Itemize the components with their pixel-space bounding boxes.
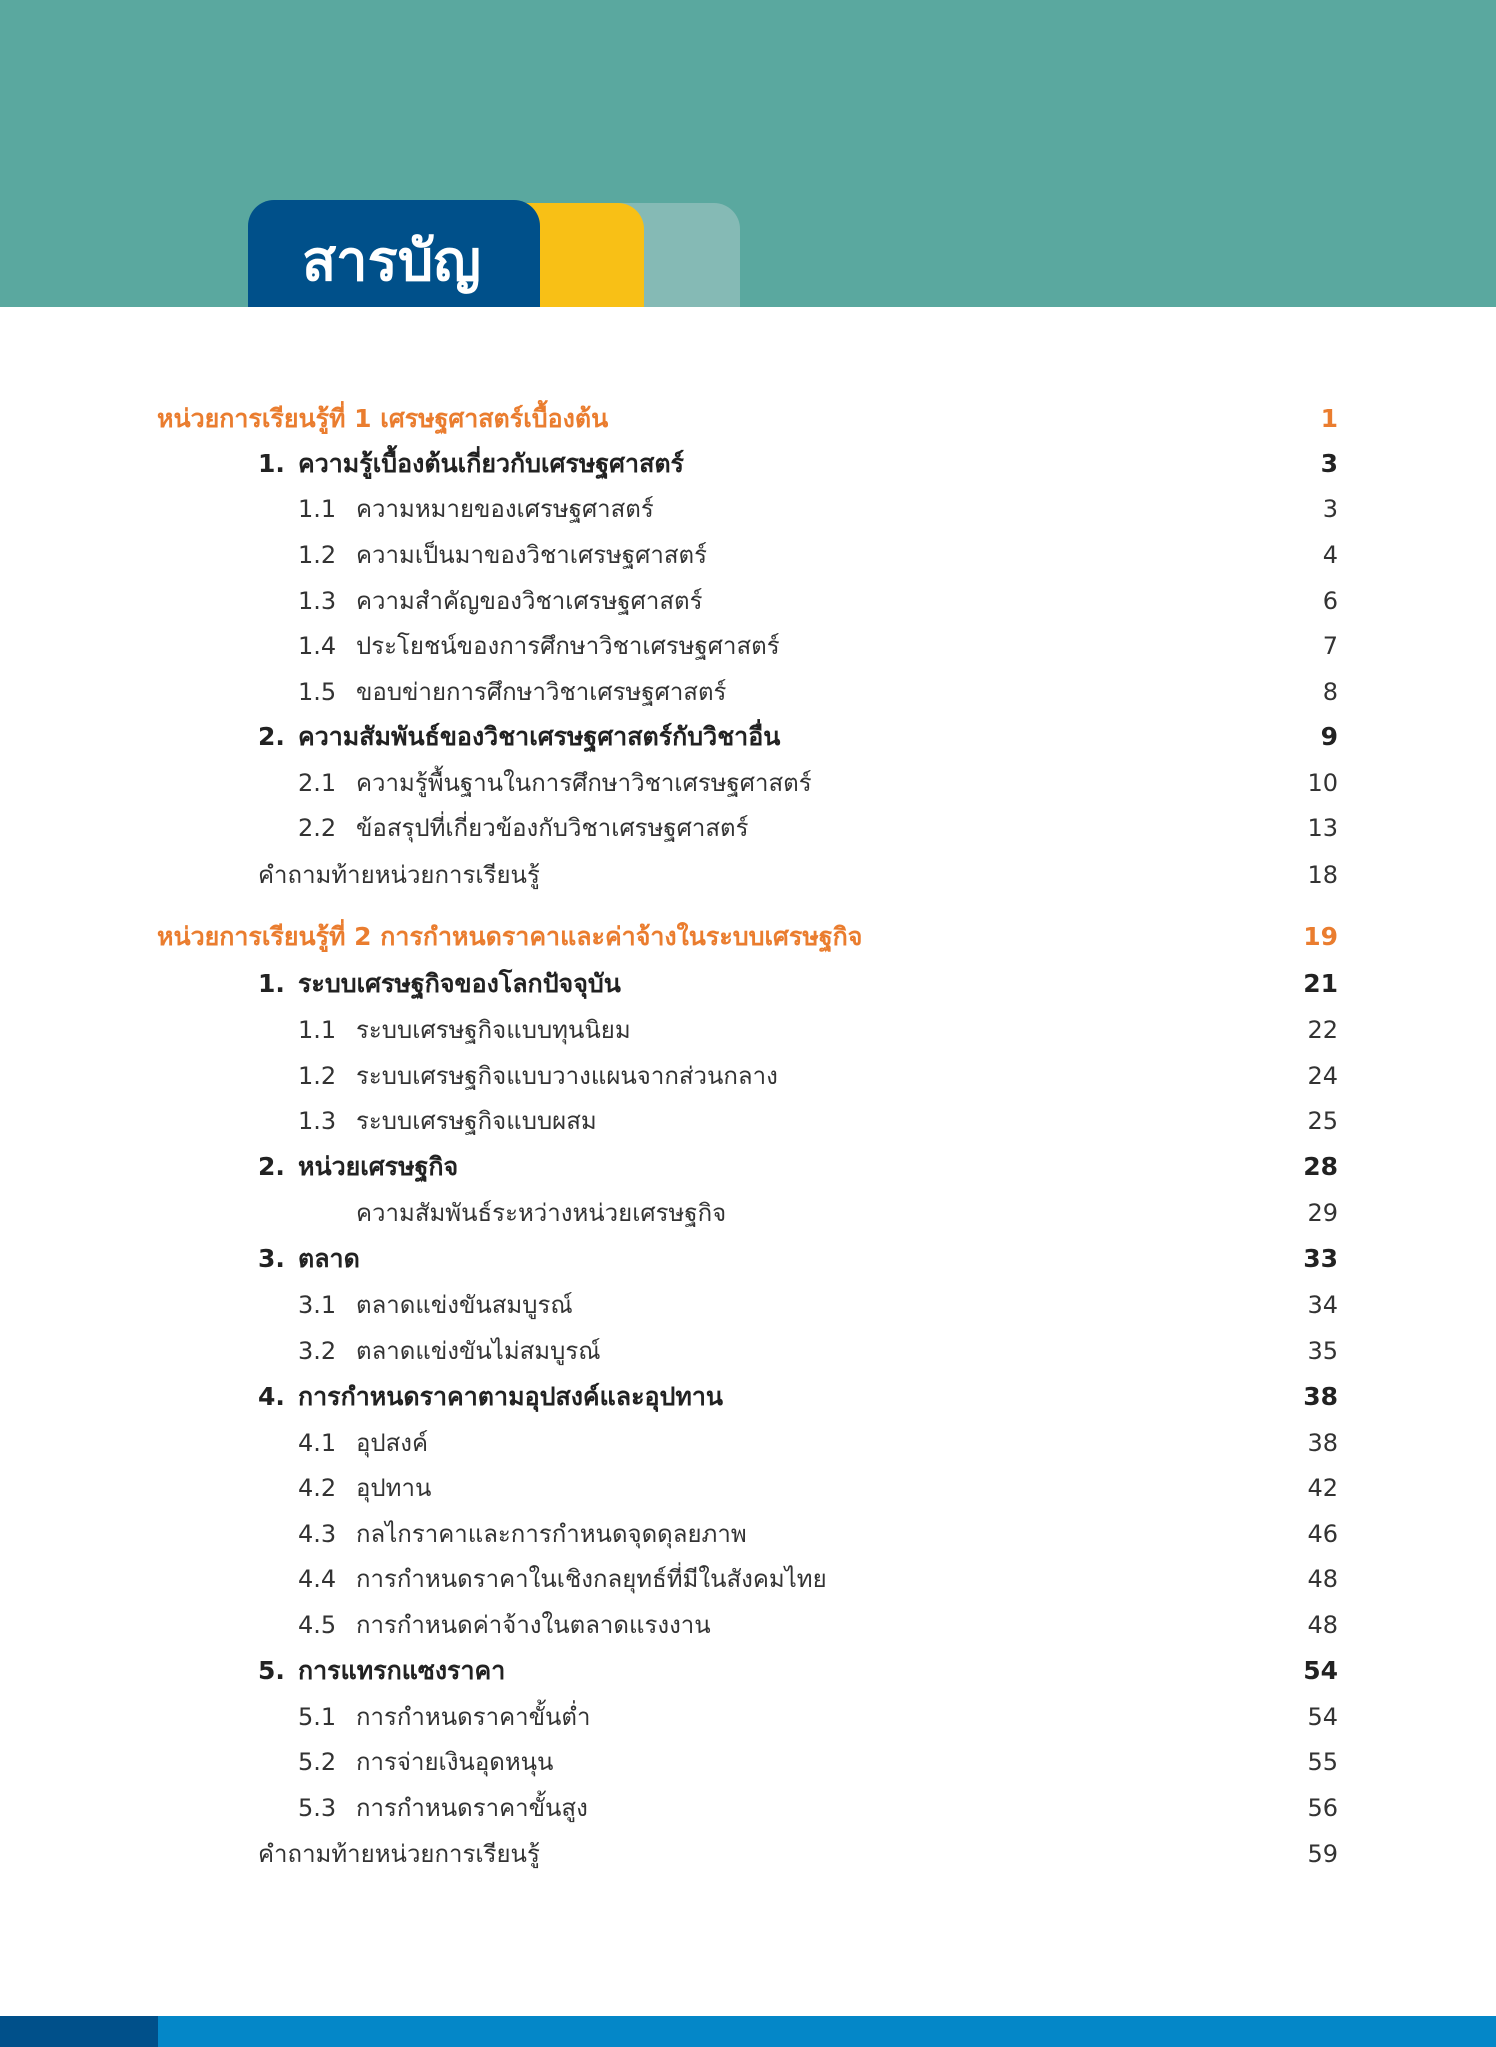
toc-section-number: 2.	[258, 722, 285, 751]
footer-accent	[0, 2016, 158, 2047]
toc-section-title: ความรู้เบื้องต้นเกี่ยวกับเศรษฐศาสตร์	[298, 449, 684, 478]
toc-section-row[interactable]	[0, 1649, 1496, 1693]
toc-questions-row[interactable]	[0, 1832, 1496, 1876]
toc-page-number: 4	[1322, 541, 1338, 569]
page-title: สารบัญ	[302, 229, 481, 294]
toc-subsection-number: 2.2	[298, 814, 337, 842]
toc-subsection-row[interactable]	[0, 761, 1496, 805]
toc-subsection-title: ขอบข่ายการศึกษาวิชาเศรษฐศาสตร์	[356, 678, 727, 706]
toc-page-number: 7	[1322, 632, 1338, 660]
toc-section-title: ระบบเศรษฐกิจของโลกปัจจุบัน	[298, 969, 621, 998]
toc-subsection-row[interactable]	[0, 1603, 1496, 1647]
toc-section-row[interactable]	[0, 1375, 1496, 1419]
toc-subsection-number: 4.1	[298, 1429, 337, 1457]
toc-page-number: 13	[1307, 814, 1338, 842]
toc-subsection-title: ตลาดแข่งขันไม่สมบูรณ์	[356, 1337, 601, 1365]
toc-page-number: 34	[1307, 1291, 1338, 1319]
toc-subsection-number: 1.2	[298, 541, 337, 569]
toc-subsection-number: 5.2	[298, 1748, 337, 1776]
toc-subsection-title: การกำหนดราคาขั้นสูง	[356, 1794, 588, 1822]
toc-section-number: 1.	[258, 969, 285, 998]
toc-questions-title: คำถามท้ายหน่วยการเรียนรู้	[258, 861, 540, 889]
toc-subsection-row[interactable]	[0, 1421, 1496, 1465]
toc-subsection-number: 1.2	[298, 1062, 337, 1090]
toc-page-number: 35	[1307, 1337, 1338, 1365]
toc-subsection-title: ความรู้พื้นฐานในการศึกษาวิชาเศรษฐศาสตร์	[356, 769, 812, 797]
toc-subsection-number: 1.5	[298, 678, 337, 706]
toc-subsection-number: 1.3	[298, 587, 337, 615]
toc-questions-title: คำถามท้ายหน่วยการเรียนรู้	[258, 1840, 540, 1868]
toc-unit-2-row[interactable]	[0, 915, 1496, 959]
toc-page-number: 22	[1307, 1016, 1338, 1044]
toc-subsection-number: 4.3	[298, 1520, 337, 1548]
toc-page-number: 38	[1307, 1429, 1338, 1457]
toc-subsection-title: ตลาดแข่งขันสมบูรณ์	[356, 1291, 573, 1319]
toc-section-number: 2.	[258, 1152, 285, 1181]
toc-subsection-number: 4.4	[298, 1565, 337, 1593]
toc-page-number: 56	[1307, 1794, 1338, 1822]
toc-subsection-row[interactable]	[0, 579, 1496, 623]
toc-page-number: 3	[1320, 449, 1338, 478]
toc-subsection-number: 4.5	[298, 1611, 337, 1639]
toc-subsection-number: 1.4	[298, 632, 337, 660]
toc-section-row[interactable]	[0, 715, 1496, 759]
toc-subsection-number: 1.1	[298, 1016, 337, 1044]
toc-section-title: หน่วยเศรษฐกิจ	[298, 1152, 459, 1181]
toc-page-number: 38	[1303, 1382, 1338, 1411]
toc-subsection-title: อุปทาน	[356, 1474, 432, 1502]
toc-subsection-row[interactable]	[0, 1191, 1496, 1235]
toc-page-number: 59	[1307, 1840, 1338, 1868]
toc-subsection-title: การกำหนดราคาขั้นต่ำ	[356, 1703, 591, 1731]
toc-subsection-title: ระบบเศรษฐกิจแบบทุนนิยม	[356, 1016, 631, 1044]
toc-section-title: การกำหนดราคาตามอุปสงค์และอุปทาน	[298, 1382, 723, 1411]
toc-section-row[interactable]	[0, 1145, 1496, 1189]
toc-page-number: 46	[1307, 1520, 1338, 1548]
toc-page-number: 3	[1322, 495, 1338, 523]
toc-page-number: 19	[1303, 922, 1338, 951]
toc-subsection-title: ความสัมพันธ์ระหว่างหน่วยเศรษฐกิจ	[356, 1199, 727, 1227]
toc-subsection-row[interactable]	[0, 624, 1496, 668]
toc-subsection-row[interactable]	[0, 1512, 1496, 1556]
toc-page-number: 6	[1322, 587, 1338, 615]
toc-questions-row[interactable]	[0, 853, 1496, 897]
toc-page-number: 1	[1320, 404, 1338, 433]
toc-subsection-title: การกำหนดราคาในเชิงกลยุทธ์ที่มีในสังคมไทย	[356, 1565, 827, 1593]
toc-section-title: ตลาด	[298, 1244, 360, 1273]
toc-subsection-number: 3.1	[298, 1291, 337, 1319]
toc-subsection-title: ความสำคัญของวิชาเศรษฐศาสตร์	[356, 587, 703, 615]
toc-subsection-number: 5.1	[298, 1703, 337, 1731]
footer-band	[0, 2016, 1496, 2047]
toc-subsection-title: ความหมายของเศรษฐศาสตร์	[356, 495, 654, 523]
toc-page-number: 18	[1307, 861, 1338, 889]
toc-page-number: 8	[1322, 678, 1338, 706]
toc-subsection-row[interactable]	[0, 1054, 1496, 1098]
toc-section-row[interactable]	[0, 1237, 1496, 1281]
toc-section-number: 5.	[258, 1656, 285, 1685]
toc-page-number: 29	[1307, 1199, 1338, 1227]
toc-subsection-row[interactable]	[0, 1466, 1496, 1510]
toc-page-number: 55	[1307, 1748, 1338, 1776]
toc-page-number: 48	[1307, 1611, 1338, 1639]
toc-subsection-row[interactable]	[0, 1329, 1496, 1373]
toc-subsection-title: การจ่ายเงินอุดหนุน	[356, 1748, 554, 1776]
toc-subsection-row[interactable]	[0, 533, 1496, 577]
toc-page-number: 48	[1307, 1565, 1338, 1593]
toc-subsection-title: ความเป็นมาของวิชาเศรษฐศาสตร์	[356, 541, 707, 569]
toc-unit-title: หน่วยการเรียนรู้ที่ 2 การกำหนดราคาและค่าจ้างในระบบเศรษฐกิจ	[157, 922, 863, 951]
toc-unit-title: หน่วยการเรียนรู้ที่ 1 เศรษฐศาสตร์เบื้องต้น	[157, 404, 609, 433]
toc-subsection-row[interactable]	[0, 1283, 1496, 1327]
toc-page-number: 10	[1307, 769, 1338, 797]
toc-subsection-row[interactable]	[0, 1557, 1496, 1601]
toc-subsection-title: การกำหนดค่าจ้างในตลาดแรงงาน	[356, 1611, 711, 1639]
toc-subsection-title: อุปสงค์	[356, 1429, 429, 1457]
toc-subsection-row[interactable]	[0, 670, 1496, 714]
toc-subsection-number: 1.3	[298, 1107, 337, 1135]
toc-subsection-row[interactable]	[0, 1786, 1496, 1830]
toc-section-row[interactable]	[0, 442, 1496, 486]
toc-subsection-row[interactable]	[0, 487, 1496, 531]
toc-page-number: 33	[1303, 1244, 1338, 1273]
toc-subsection-title: ประโยชน์ของการศึกษาวิชาเศรษฐศาสตร์	[356, 632, 780, 660]
toc-subsection-title: ระบบเศรษฐกิจแบบผสม	[356, 1107, 597, 1135]
toc-section-number: 1.	[258, 449, 285, 478]
toc-section-title: การแทรกแซงราคา	[298, 1656, 506, 1685]
toc-section-title: ความสัมพันธ์ของวิชาเศรษฐศาสตร์กับวิชาอื่น	[298, 722, 781, 751]
toc-section-number: 4.	[258, 1382, 285, 1411]
toc-subsection-number: 1.1	[298, 495, 337, 523]
toc-subsection-row[interactable]	[0, 1695, 1496, 1739]
toc-page-number: 24	[1307, 1062, 1338, 1090]
toc-subsection-number: 2.1	[298, 769, 337, 797]
toc-subsection-title: ข้อสรุปที่เกี่ยวข้องกับวิชาเศรษฐศาสตร์	[356, 814, 749, 842]
toc-section-number: 3.	[258, 1244, 285, 1273]
toc-subsection-title: ระบบเศรษฐกิจแบบวางแผนจากส่วนกลาง	[356, 1062, 778, 1090]
toc-page-number: 21	[1303, 969, 1338, 998]
toc-page-number: 25	[1307, 1107, 1338, 1135]
toc-page-number: 28	[1303, 1152, 1338, 1181]
toc-page-number: 9	[1320, 722, 1338, 751]
toc-subsection-row[interactable]	[0, 806, 1496, 850]
toc-unit-1-row[interactable]	[0, 397, 1496, 441]
toc-page-number: 42	[1307, 1474, 1338, 1502]
toc-page-number: 54	[1307, 1703, 1338, 1731]
toc-subsection-number: 5.3	[298, 1794, 337, 1822]
toc-subsection-title: กลไกราคาและการกำหนดจุดดุลยภาพ	[356, 1520, 747, 1548]
toc-subsection-row[interactable]	[0, 1099, 1496, 1143]
toc-subsection-row[interactable]	[0, 1008, 1496, 1052]
toc-page-number: 54	[1303, 1656, 1338, 1685]
toc-section-row[interactable]	[0, 962, 1496, 1006]
toc-subsection-row[interactable]	[0, 1740, 1496, 1784]
toc-subsection-number: 4.2	[298, 1474, 337, 1502]
toc-subsection-number: 3.2	[298, 1337, 337, 1365]
